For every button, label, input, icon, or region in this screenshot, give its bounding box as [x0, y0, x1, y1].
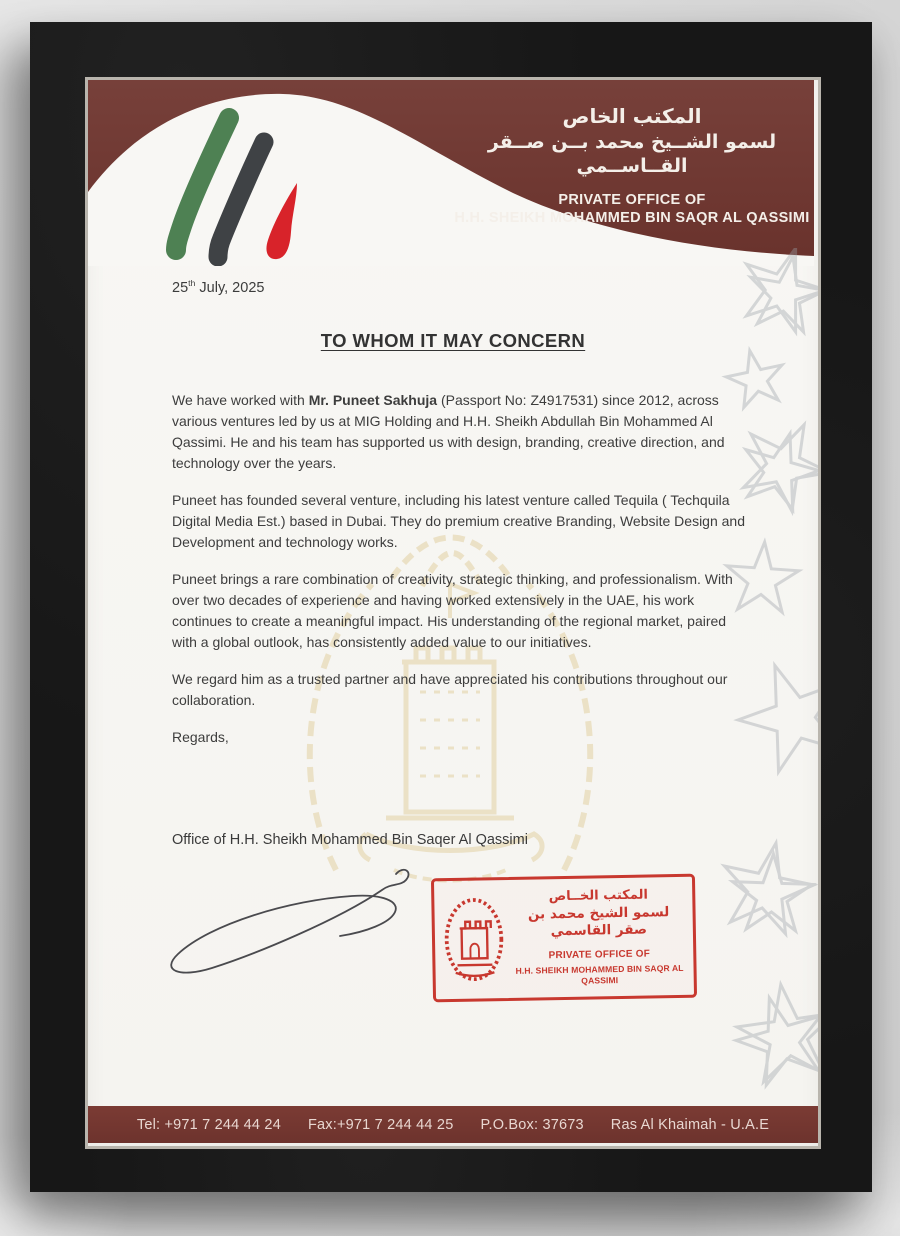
footer-tel: Tel: +971 7 244 44 24: [136, 1116, 281, 1133]
header-arabic-line2: لسمو الشــيخ محمد بــن صــقر القــاســمي: [487, 131, 777, 177]
paragraph-3: Puneet brings a rare combination of creativity, strategic thinking, and professionalism. With over two decades of experience and having worked extensively in the UAE, his work continues to create a meaningful impact. His understanding of the regional market, paired with a global outlook, has consistently added value to our initiatives.: [172, 571, 733, 650]
footer-location: Ras Al Khaimah - U.A.E: [610, 1116, 770, 1133]
letter-title: TO WHOM IT MAY CONCERN: [320, 330, 586, 351]
stamp-english-line1: PRIVATE OFFICE OF: [548, 948, 651, 962]
letter-paper: [88, 80, 818, 1146]
date-day: 25: [172, 279, 189, 296]
paragraph-1: [172, 390, 752, 474]
footer-contact-bar: [88, 1106, 818, 1143]
footer-fax: Fax:+971 7 244 44 25: [307, 1116, 454, 1133]
paragraph-2: Puneet has founded several venture, including his latest venture called Tequila ( Techquila Digital Media Est.) based in Dubai. They do premium creative Branding, Website Design and Development and technology works.: [172, 492, 745, 550]
signatory-office-line: Office of H.H. Sheikh Mohammed Bin Saqer Al Qassimi: [172, 832, 528, 848]
header-arabic-line1: المكتب الخاص: [562, 104, 702, 128]
stamp-english-line2: H.H. SHEIKH MOHAMMED BIN SAQR AL QASSIMI: [515, 962, 684, 986]
header-english-line1: PRIVATE OFFICE OF: [558, 191, 706, 208]
paragraph-4: We regard him as a trusted partner and have appreciated his contributions throughout our collaboration.: [172, 671, 728, 708]
footer-pobox: P.O.Box: 37673: [480, 1116, 584, 1133]
signature-scribble-icon: [128, 858, 438, 1003]
date-suffix: th: [188, 278, 196, 288]
letter-body: [172, 390, 752, 764]
p1-text: We have worked with: [172, 392, 309, 408]
header-english-line2: H.H. SHEIKH MOHAMMED BIN SAQR AL QASSIMI: [454, 209, 810, 226]
picture-frame: [30, 22, 872, 1192]
stamp-fort-emblem-icon: [440, 887, 508, 992]
date-rest: July, 2025: [195, 279, 265, 296]
p1-name-bold: Mr. Puneet Sakhuja: [308, 392, 438, 408]
regards-line: Regards,: [172, 729, 229, 745]
header-office-title: [454, 104, 810, 227]
p1-text-after: (Passport No: Z4917531) since 2012, across various ventures led by us at MIG Holding and H.H. Sheikh Abdullah Bin Mohammed Al Qassimi. He and his team has supported us with design, branding, creative direction, and technology over the years.: [172, 392, 725, 471]
stamp-arabic-line2: لسمو الشيخ محمد بن صقر القاسمي: [527, 903, 670, 940]
stamp-arabic-line1: المكتب الخــاص: [548, 887, 648, 905]
office-stamp: [431, 874, 697, 1003]
letter-date: [172, 278, 264, 296]
